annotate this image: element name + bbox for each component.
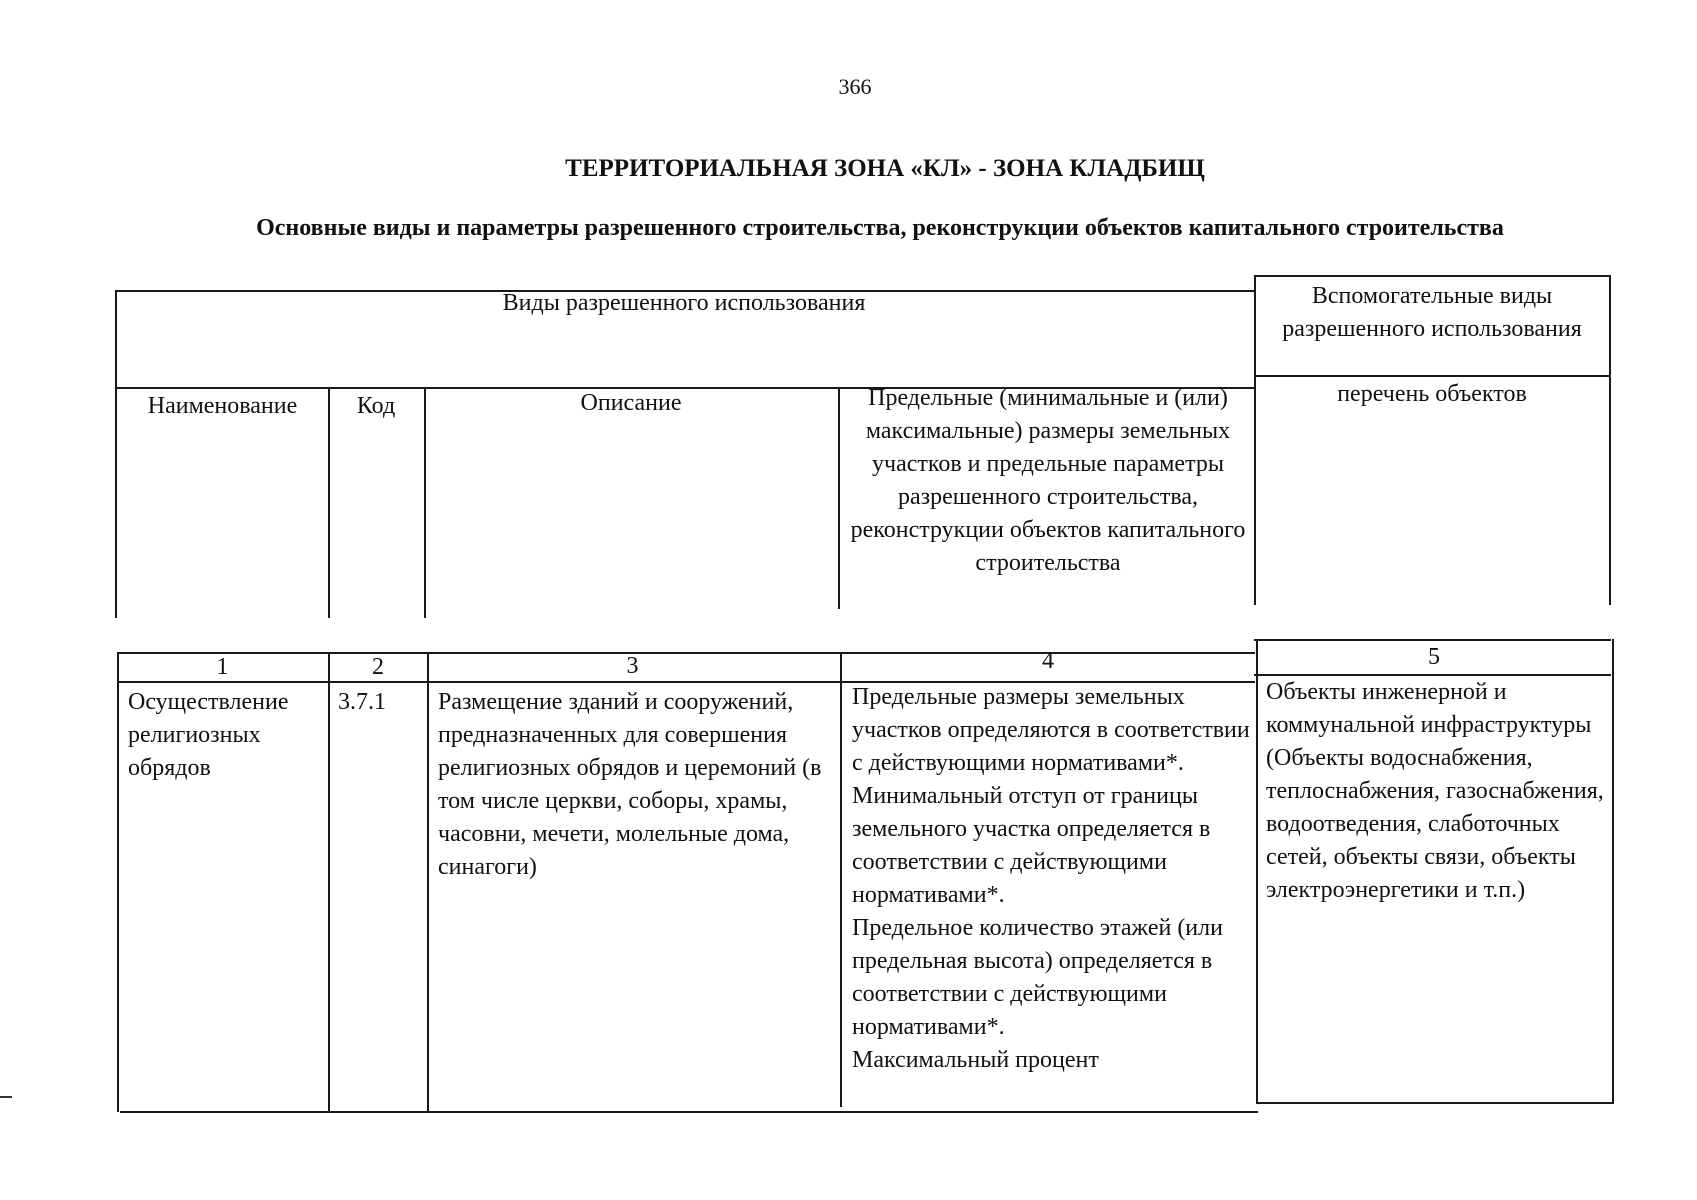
column-number-1: 1: [216, 654, 229, 680]
header-col-description: Описание: [580, 390, 682, 416]
header-table-col-divider-1: [328, 387, 330, 618]
header-col-name: Наименование: [147, 393, 298, 419]
header-col-limits: Предельные (минимальные и (или) максимальные) размеры земельных участков и предельные параметры разрешенного строительства, реконструкции объектов капитального строительства: [850, 385, 1246, 576]
header-table-right-border: [1609, 275, 1611, 605]
header-table-col-divider-4: [1254, 275, 1256, 605]
column-number-2: 2: [372, 654, 384, 680]
limits-plot-size: Предельные размеры земельных участков определяются в соответствии с действующими нормативами*.: [852, 684, 1250, 776]
limits-min-setback: Минимальный отступ от границы земельного участка определяется в соответствии с действующими нормативами*.: [852, 783, 1211, 908]
header-group-main: Виды разрешенного использования: [502, 290, 866, 316]
header-table-col-divider-3: [838, 387, 840, 609]
header-table-top-border-aux: [1254, 275, 1611, 277]
limits-max-percent: Максимальный процент: [852, 1047, 1099, 1073]
header-table-divider-aux: [1254, 375, 1611, 377]
body-table-right-border: [1612, 639, 1614, 1104]
row-limits: [852, 681, 1252, 1103]
body-table-col-divider-1: [328, 652, 330, 1112]
header-group-aux: Вспомогательные виды разрешенного использования: [1282, 283, 1582, 342]
limits-max-floors: Предельное количество этажей (или предельная высота) определяется в соответствии с действующими нормативами*.: [852, 915, 1223, 1040]
header-col-aux-list: перечень объектов: [1337, 381, 1527, 407]
row-aux-objects: Объекты инженерной и коммунальной инфраструктуры (Объекты водоснабжения, теплоснабжения, газоснабжения, водоотведения, слаботочных сетей, объекты связи, объекты электроэнергетики и т.п.): [1266, 679, 1604, 903]
body-table-col-divider-4: [1256, 639, 1258, 1104]
row-description: Размещение зданий и сооружений, предназначенных для совершения религиозных обрядов и церемоний (в том числе церкви, соборы, храмы, часовни, мечети, молельные дома, синагоги): [438, 689, 822, 880]
body-table-bottom-border-aux: [1257, 1102, 1614, 1104]
section-subtitle: Основные виды и параметры разрешенного строительства, реконструкции объектов капитального строительства: [256, 215, 1504, 241]
page-number: 366: [838, 74, 872, 99]
column-number-4: 4: [1042, 648, 1054, 674]
header-table-left-border: [115, 290, 117, 618]
row-name: Осуществление религиозных обрядов: [128, 689, 289, 781]
body-table-col-divider-3: [840, 652, 842, 1107]
body-table-left-border: [117, 652, 119, 1112]
body-table-bottom-border: [120, 1111, 1258, 1113]
row-code: 3.7.1: [338, 689, 386, 715]
header-col-code: Код: [356, 393, 396, 419]
column-number-5: 5: [1428, 644, 1440, 670]
header-table-col-divider-2: [424, 387, 426, 618]
zone-title: ТЕРРИТОРИАЛЬНАЯ ЗОНА «КЛ» - ЗОНА КЛАДБИЩ: [565, 155, 1205, 182]
margin-mark: [0, 1096, 12, 1098]
body-table-col-divider-2: [427, 652, 429, 1112]
column-number-3: 3: [626, 653, 639, 679]
